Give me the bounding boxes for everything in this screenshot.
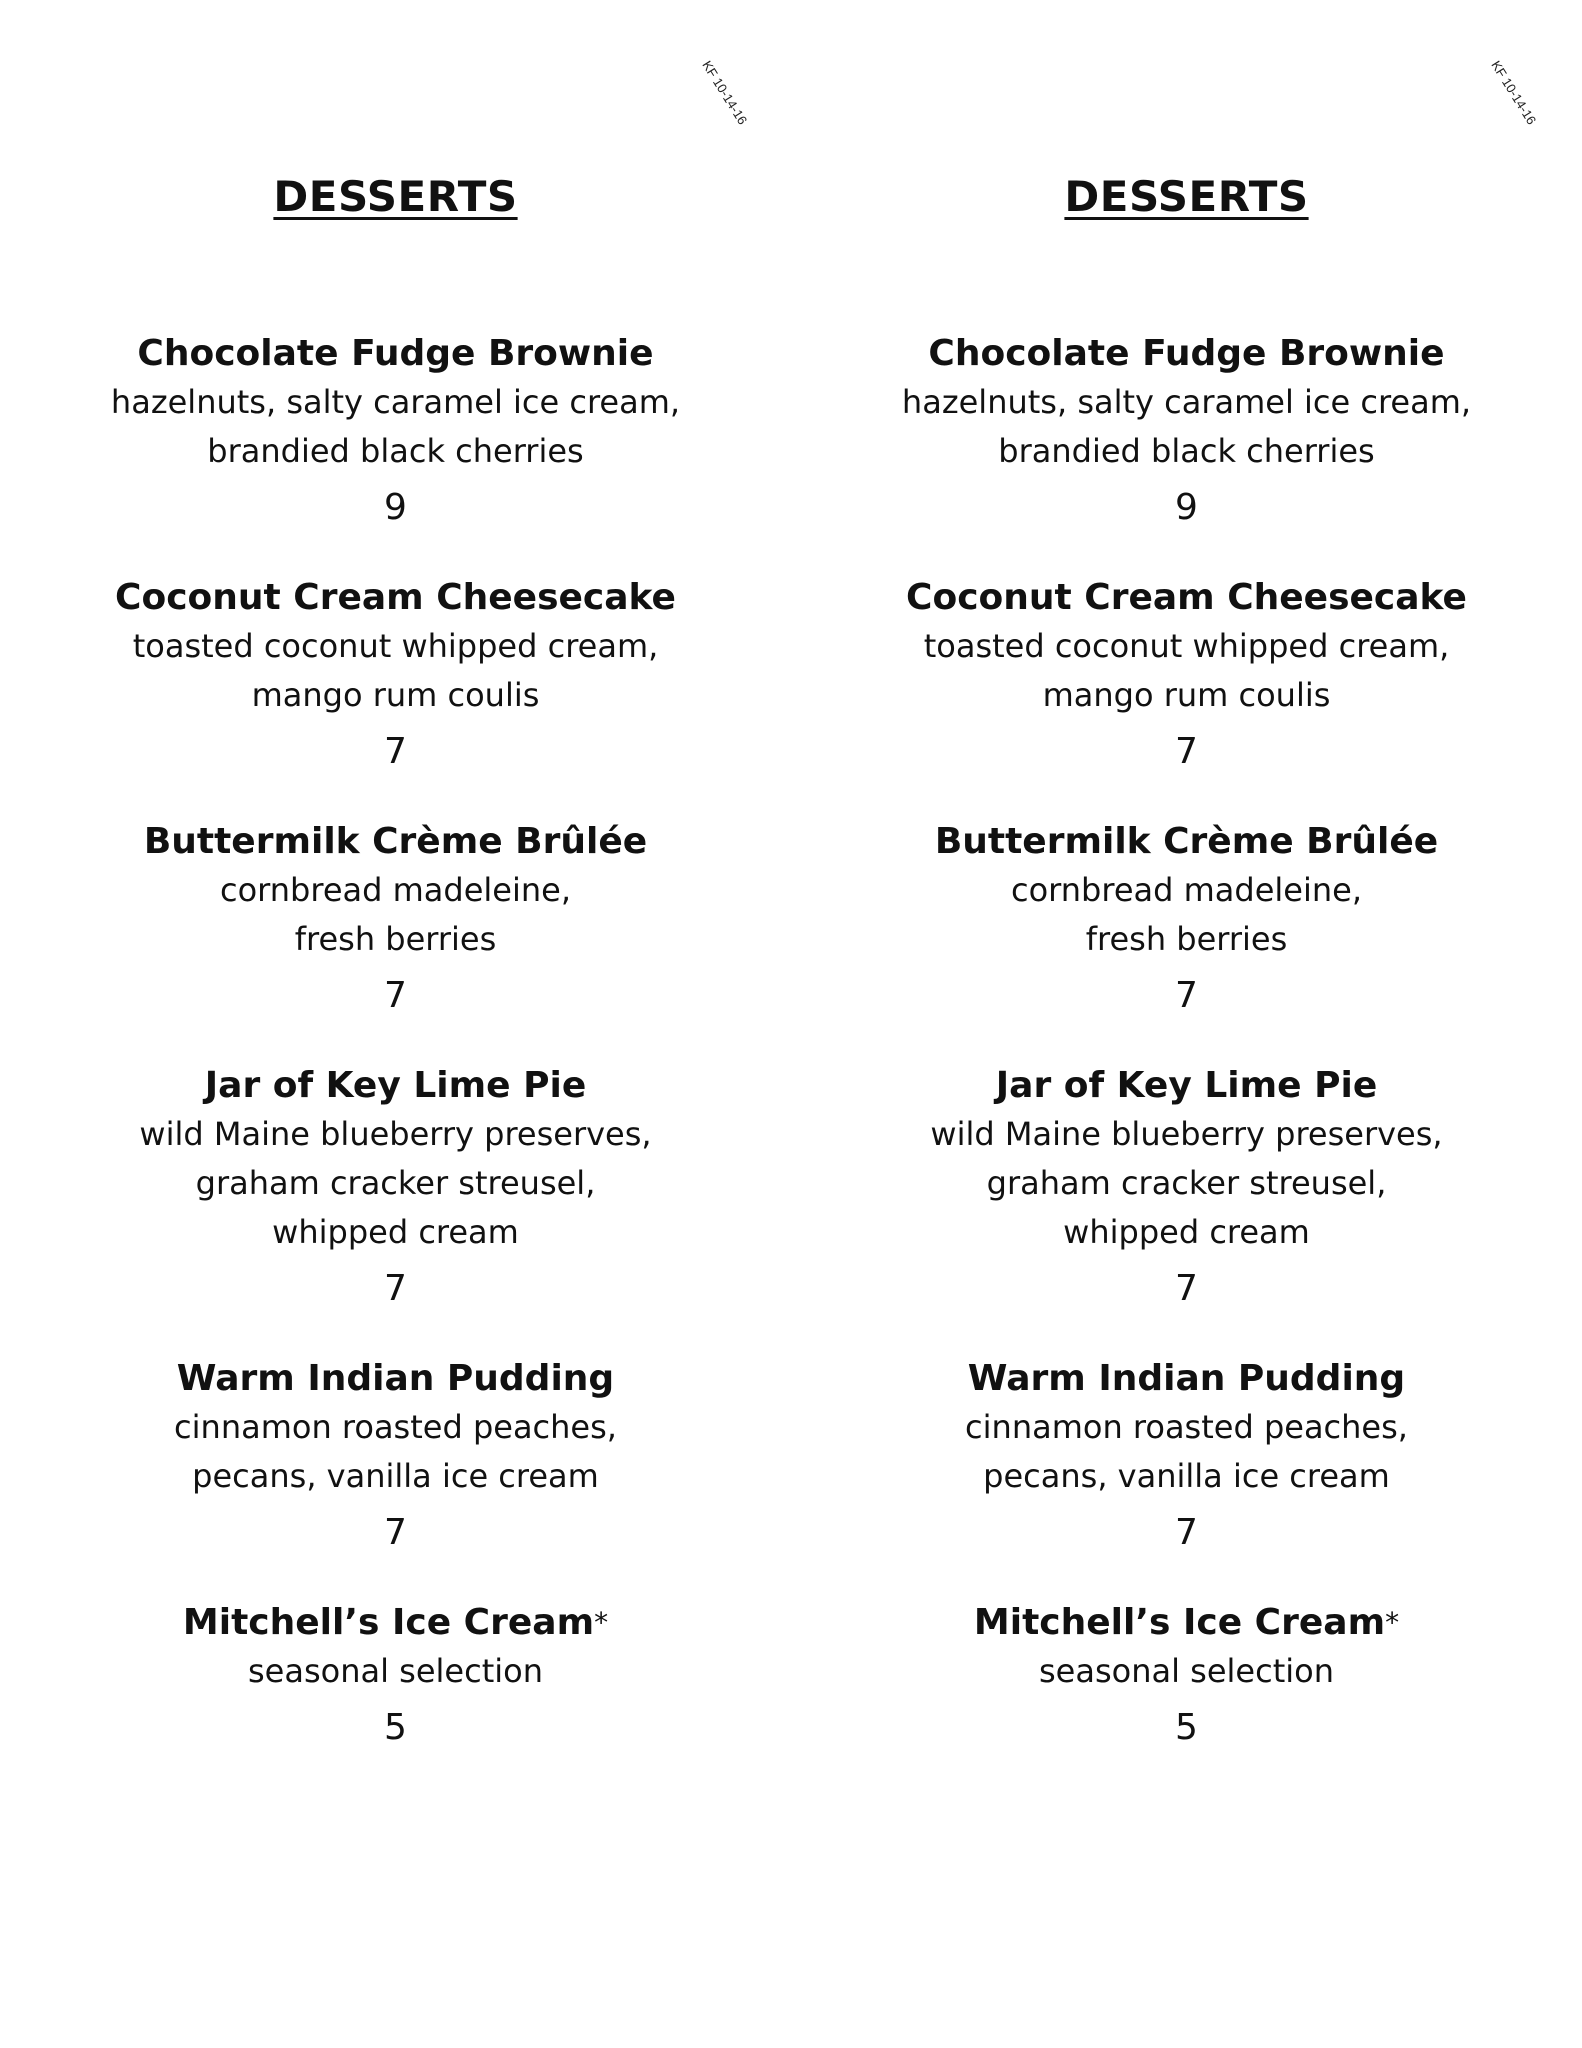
item-name-text: Jar of Key Lime Pie [995,1065,1378,1106]
item-name-text: Warm Indian Pudding [967,1358,1406,1399]
menu-item [0,1062,791,1313]
item-name [0,1062,791,1110]
item-name [791,330,1582,378]
item-description-line: wild Maine blueberry preserves, [930,1115,1443,1153]
item-name-text: Mitchell’s Ice Cream [973,1602,1386,1643]
item-name [0,818,791,866]
item-description-line: cornbread madeleine, [220,871,571,909]
item-description-line: mango rum coulis [251,676,540,714]
item-name-text: Coconut Cream Cheesecake [906,577,1467,618]
item-name-text: Buttermilk Crème Brûlée [143,821,648,862]
item-description-line: cinnamon roasted peaches, [174,1408,617,1446]
menu-copy-right [791,0,1582,2048]
item-description-line: fresh berries [294,920,497,958]
item-name-text: Chocolate Fudge Brownie [137,333,654,374]
item-price: 7 [1175,975,1198,1016]
item-name [791,574,1582,622]
item-description-line: hazelnuts, salty caramel ice cream, [901,383,1472,421]
menu-items [0,330,791,1794]
item-description-line: graham cracker streusel, [986,1164,1387,1202]
item-price: 7 [384,1512,407,1553]
item-price: 7 [384,1268,407,1309]
date-stamp: KF 10-14-16 [699,58,751,128]
menu-item [0,818,791,1020]
item-name [0,330,791,378]
item-name [791,1355,1582,1403]
item-name [0,1599,791,1647]
item-description-line: seasonal selection [1039,1652,1334,1690]
item-description-line: wild Maine blueberry preserves, [139,1115,652,1153]
menu-item [0,574,791,776]
menu-item [791,818,1582,1020]
menu-item [791,1355,1582,1557]
item-footnote-marker: * [1385,1606,1400,1639]
item-description-line: whipped cream [272,1213,519,1251]
item-description-line: toasted coconut whipped cream, [132,627,659,665]
menu-item [791,574,1582,776]
item-description-line: hazelnuts, salty caramel ice cream, [110,383,681,421]
menu-items [791,330,1582,1794]
item-name-text: Mitchell’s Ice Cream [182,1602,595,1643]
item-price: 9 [1175,487,1198,528]
item-price: 7 [384,731,407,772]
item-name-text: Jar of Key Lime Pie [204,1065,587,1106]
item-description-line: fresh berries [1085,920,1288,958]
item-description-line: pecans, vanilla ice cream [983,1457,1390,1495]
item-name-text: Buttermilk Crème Brûlée [934,821,1439,862]
item-name [791,818,1582,866]
item-price: 7 [384,975,407,1016]
item-description-line: cornbread madeleine, [1011,871,1362,909]
item-description-line: seasonal selection [248,1652,543,1690]
menu-heading: DESSERTS [1064,172,1309,221]
menu-item [0,1355,791,1557]
menu-item [0,330,791,532]
item-price: 7 [1175,731,1198,772]
item-name [0,1355,791,1403]
item-description-line: brandied black cherries [998,432,1375,470]
item-price: 5 [1175,1707,1198,1748]
item-name-text: Warm Indian Pudding [176,1358,615,1399]
item-description-line: whipped cream [1063,1213,1310,1251]
item-price: 7 [1175,1268,1198,1309]
menu-heading: DESSERTS [273,172,518,221]
item-description-line: mango rum coulis [1042,676,1331,714]
item-footnote-marker: * [594,1606,609,1639]
item-description-line: pecans, vanilla ice cream [192,1457,599,1495]
menu-item [791,1062,1582,1313]
menu-item [791,1599,1582,1752]
item-price: 7 [1175,1512,1198,1553]
item-name [0,574,791,622]
menu-item [0,1599,791,1752]
item-description-line: toasted coconut whipped cream, [923,627,1450,665]
menu-item [791,330,1582,532]
item-description-line: graham cracker streusel, [195,1164,596,1202]
item-description-line: brandied black cherries [207,432,584,470]
item-price: 9 [384,487,407,528]
date-stamp: KF 10-14-16 [1488,58,1540,128]
item-name-text: Chocolate Fudge Brownie [928,333,1445,374]
item-name-text: Coconut Cream Cheesecake [115,577,676,618]
item-description-line: cinnamon roasted peaches, [965,1408,1408,1446]
item-name [791,1599,1582,1647]
item-name [791,1062,1582,1110]
item-price: 5 [384,1707,407,1748]
